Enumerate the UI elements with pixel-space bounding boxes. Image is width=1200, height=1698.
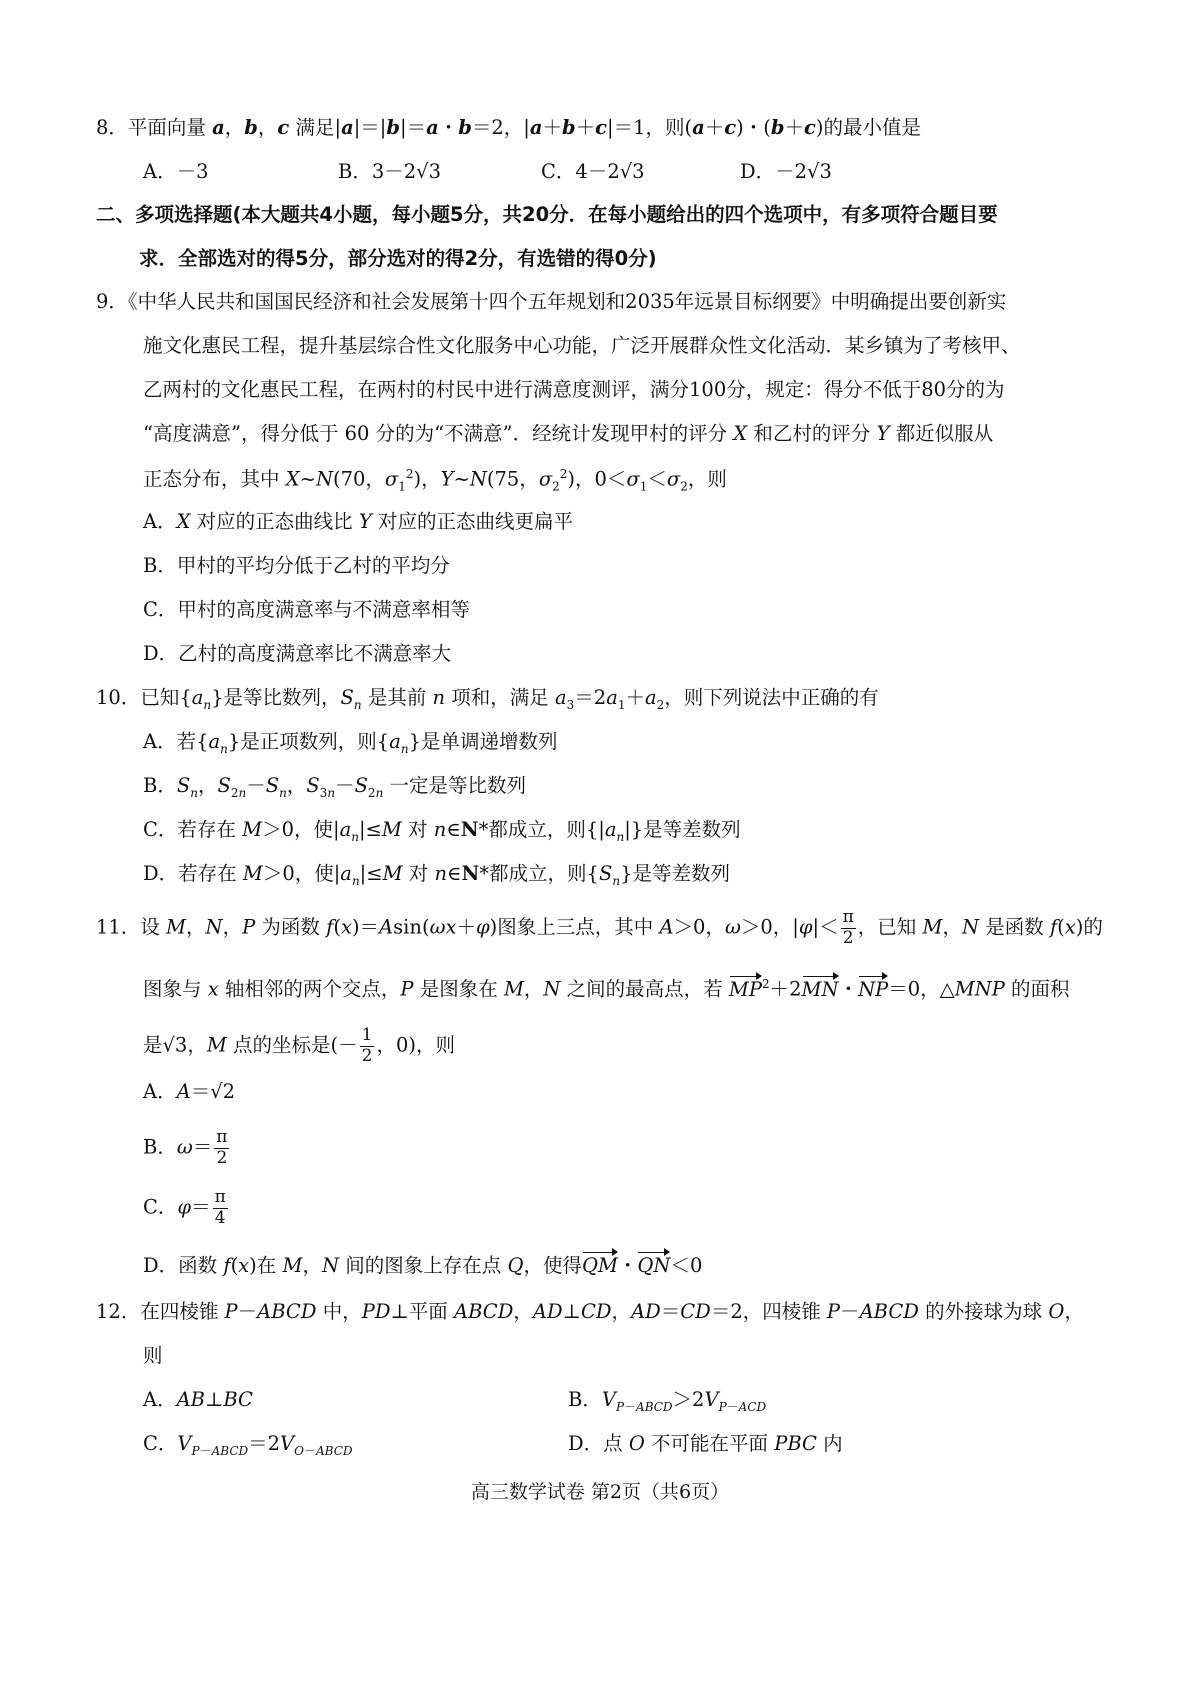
q12-option-c: C．$V_{P-ABCD}=2V_{O-ABCD}$ — [143, 1432, 353, 1458]
q9-option-b: B．甲村的平均分低于乙村的平均分 — [143, 554, 450, 577]
q11-stem-line3: 是√3，M 点的坐标是(－ $\frac{1}{2}$ ，0)，则 — [143, 1025, 455, 1066]
q11-option-c: C．φ＝ $\frac{\pi}{4}$ — [143, 1187, 226, 1228]
q12-stem-line1: 12．在四棱锥 P－ABCD 中，PD⊥平面 ABCD，AD⊥CD，AD＝CD＝2，四棱锥 P－ABCD 的外接球为球 O， — [96, 1300, 1084, 1323]
q9-stem-line5: 正态分布，其中 X~N(70，$\sigma_1^2$)，Y~N(75，$\sigma_2^2$)，$0<\sigma_1<\sigma_2$，则 — [143, 467, 727, 494]
section2-title-line2: 求．全部选对的得5分，部分选对的得2分，有选错的得0分) — [139, 247, 657, 270]
q10-option-d: D．若存在 M＞0，使$|a_n|\le M$ 对 n∈N*都成立，则$\{S_n\}$是等差数列 — [143, 862, 730, 888]
q11-option-a: A．A＝√2 — [143, 1080, 236, 1103]
q9-stem-line1: 9．《中华人民共和国国民经济和社会发展第十四个五年规划和2035年远景目标纲要》中明确提出要创新实 — [96, 290, 1007, 313]
q9-stem-line3: 乙两村的文化惠民工程，在两村的村民中进行满意度测评，满分100分，规定：得分不低于80分的为 — [143, 378, 1005, 401]
q9-stem-line2: 施文化惠民工程，提升基层综合性文化服务中心功能，广泛开展群众性文化活动．某乡镇为了考核甲、 — [143, 334, 1021, 357]
q10-option-b: B．$S_n$，$S_{2n}-S_n$，$S_{3n}-S_{2n}$ 一定是等比数列 — [143, 774, 526, 800]
q9-option-c: C．甲村的高度满意率与不满意率相等 — [143, 598, 470, 621]
q12-option-a: A．AB⊥BC — [143, 1388, 253, 1411]
q10-option-a: A．若$\{a_n\}$是正项数列，则$\{a_n\}$是单调递增数列 — [143, 730, 558, 756]
q12-option-b: B．$V_{P-ABCD}>2V_{P-ACD}$ — [568, 1388, 767, 1414]
q10-option-c: C．若存在 M＞0，使$|a_n|\le M$ 对 n∈N*都成立，则$\{|a_n|\}$是等差数列 — [143, 818, 741, 844]
q8-option-b: B．3－2√3 — [338, 160, 441, 183]
section2-title-line1: 二、多项选择题(本大题共4小题，每小题5分，共20分．在每小题给出的四个选项中，有多项符合题目要 — [96, 203, 998, 226]
q12-option-d: D．点 O 不可能在平面 PBC 内 — [568, 1432, 843, 1455]
q11-stem-line2: 图象与 x 轴相邻的两个交点，P 是图象在 M，N 之间的最高点，若 $MP^2+2MN$・NP＝0，△MNP 的面积 — [143, 977, 1070, 1001]
q8-option-d: D．－2√3 — [740, 160, 832, 183]
page-footer: 高三数学试卷 第2页（共6页） — [470, 1481, 730, 1503]
q12-stem-line2: 则 — [143, 1344, 163, 1367]
q11-option-b: B．ω＝ $\frac{\pi}{2}$ — [143, 1127, 228, 1168]
q11-option-d: D．函数 f(x)在 M，N 间的图象上存在点 Q，使得QM・QN＜0 — [143, 1254, 703, 1277]
q8-option-a: A．－3 — [143, 160, 209, 183]
q9-stem-line4: “高度满意”，得分低于 60 分的为“不满意”．经统计发现甲村的评分 X 和乙村的评分 Y 都近似服从 — [143, 422, 994, 445]
q8-stem: 8．平面向量 a，b，c 满足|a|＝|b|＝a・b＝2，|a＋b＋c|＝1，则(a＋c)・(b＋c)的最小值是 — [96, 116, 922, 139]
q8-option-c: C．4－2√3 — [541, 160, 645, 183]
q11-stem-line1: 11．设 M，N，P 为函数 f(x)＝Asin(ωx＋φ)图象上三点，其中 A＞0，ω＞0，|φ|＜ $\frac{\pi}{2}$ ，已知 M，N 是函数 f(x)的 — [96, 907, 1103, 948]
q9-option-a: A．X 对应的正态曲线比 Y 对应的正态曲线更扁平 — [143, 510, 573, 533]
q10-stem: 10．已知$\{a_n\}$是等比数列，$S_n$ 是其前 n 项和，满足 $a_3=2a_1+a_2$，则下列说法中正确的有 — [96, 686, 879, 712]
q9-option-d: D．乙村的高度满意率比不满意率大 — [143, 642, 452, 665]
